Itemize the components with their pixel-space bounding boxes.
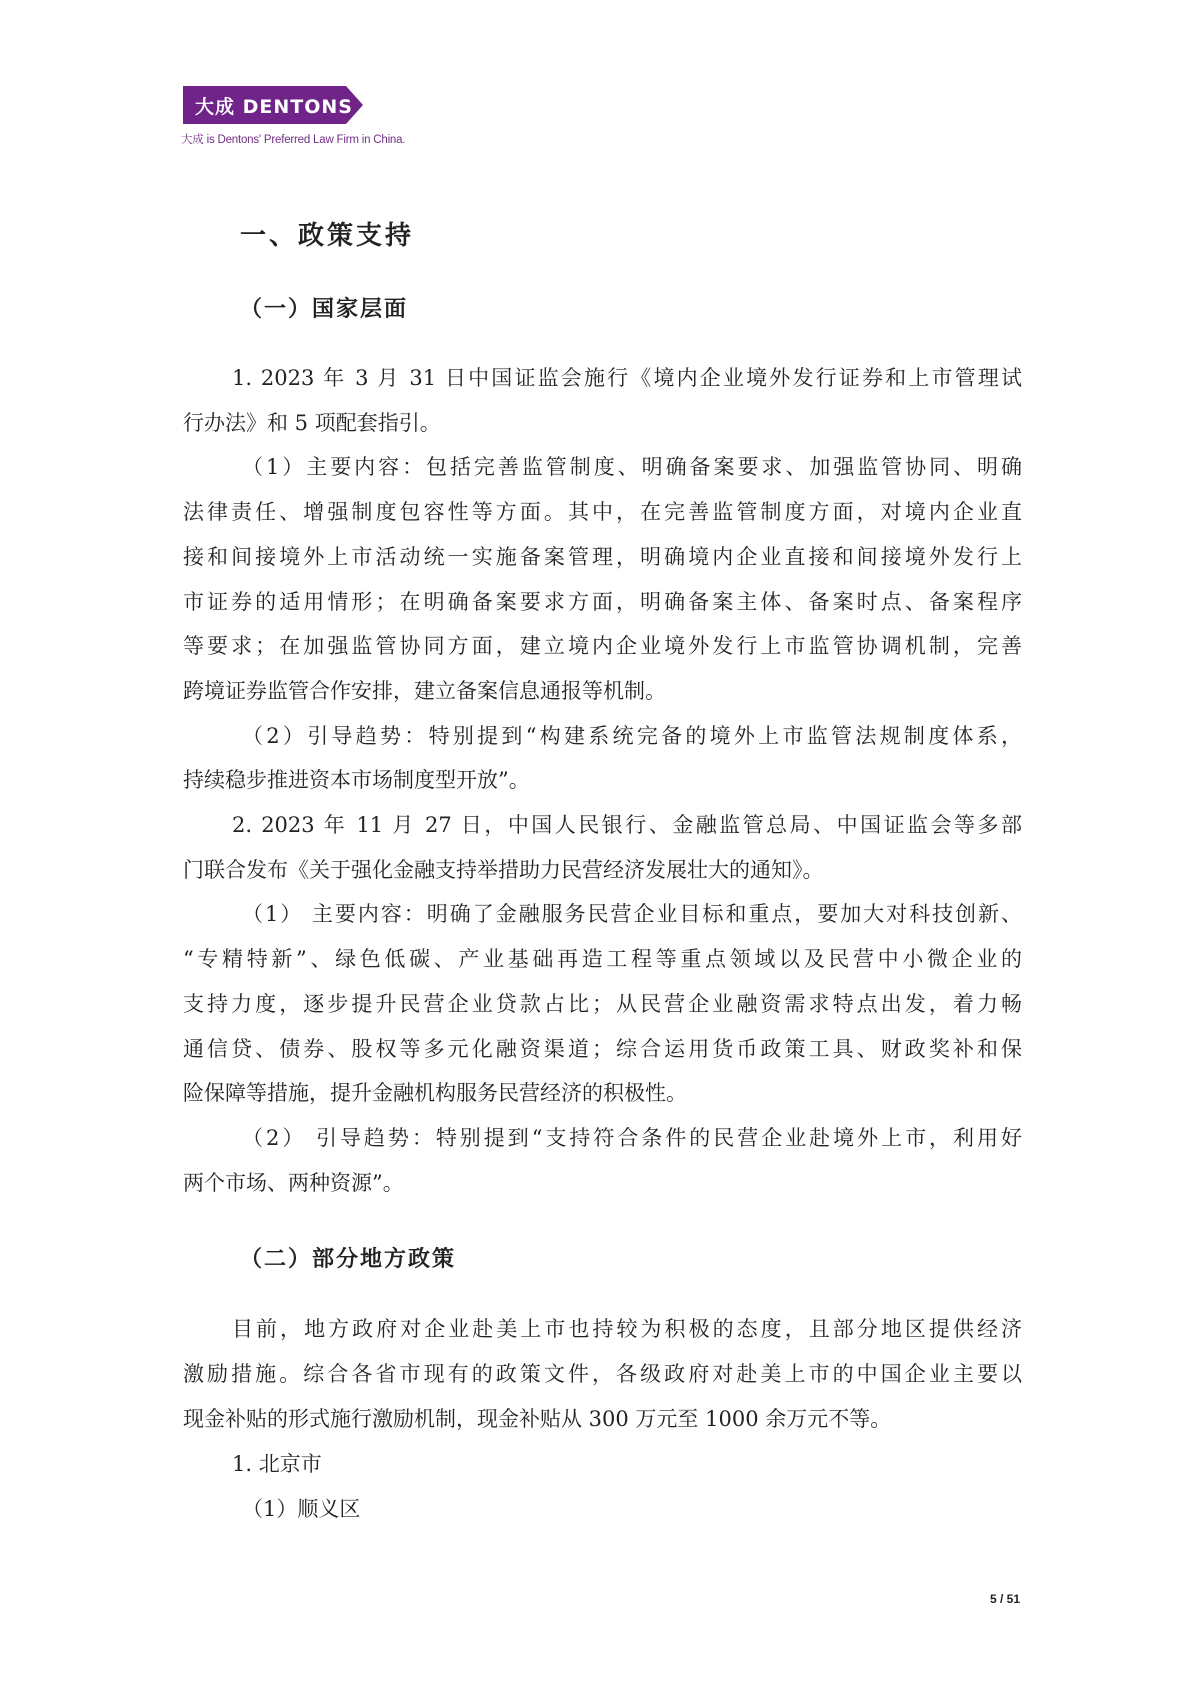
section-title: 一、政策支持: [240, 221, 415, 251]
text-line: 支持力度，逐步提升民营企业贷款占比；从民营企业融资需求特点出发，着力畅: [183, 991, 1022, 1016]
dentons-logo: [183, 86, 363, 124]
text-line: （1）顺义区: [242, 1497, 361, 1521]
text-line: 等要求；在加强监管协同方面，建立境内企业境外发行上市监管协调机制，完善: [183, 634, 1022, 659]
text-line: 目前，地方政府对企业赴美上市也持较为积极的态度，且部分地区提供经济: [232, 1317, 1022, 1341]
text-line: 跨境证券监管合作安排，建立备案信息通报等机制。: [183, 678, 666, 703]
text-line: 市证券的适用情形；在明确备案要求方面，明确备案主体、备案时点、备案程序: [183, 589, 1022, 614]
text-line: 接和间接境外上市活动统一实施备案管理，明确境内企业直接和间接境外发行上: [183, 544, 1022, 569]
text-line: 1. 北京市: [232, 1452, 322, 1476]
text-line: 现金补贴的形式施行激励机制，现金补贴从 300 万元至 1000 余万元不等。: [183, 1407, 892, 1431]
text-line: 法律责任、增强制度包容性等方面。其中，在完善监管制度方面，对境内企业直: [183, 500, 1022, 525]
text-line: 通信贷、债券、股权等多元化融资渠道；综合运用货币政策工具、财政奖补和保: [183, 1036, 1022, 1061]
subsection-title-local: （二）部分地方政策: [240, 1246, 457, 1272]
text-line: 门联合发布《关于强化金融支持举措助力民营经济发展壮大的通知》。: [183, 857, 824, 882]
text-line: 1. 2023 年 3 月 31 日中国证监会施行《境内企业境外发行证券和上市管理试: [232, 366, 1022, 390]
text-line: （1）主要内容：包括完善监管制度、明确备案要求、加强监管协同、明确: [242, 455, 1022, 480]
text-line: 险保障等措施，提升金融机构服务民营经济的积极性。: [183, 1081, 687, 1106]
logo-text: 大成 DENTONS: [195, 96, 353, 118]
text-line: 激励措施。综合各省市现有的政策文件，各级政府对赴美上市的中国企业主要以: [183, 1362, 1022, 1386]
text-line: 2. 2023 年 11 月 27 日，中国人民银行、金融监管总局、中国证监会等多部: [232, 813, 1022, 837]
text-line: （1） 主要内容：明确了金融服务民营企业目标和重点，要加大对科技创新、: [242, 902, 1022, 927]
subsection-title-national: （一）国家层面: [240, 296, 409, 322]
text-line: “专精特新”、绿色低碳、产业基础再造工程等重点领域以及民营中小微企业的: [183, 947, 1022, 972]
text-line: 持续稳步推进资本市场制度型开放”。: [183, 768, 530, 793]
text-line: 行办法》和 5 项配套指引。: [183, 410, 441, 435]
text-line: 两个市场、两种资源”。: [183, 1170, 404, 1195]
page-number: 5 / 51: [990, 1592, 1021, 1606]
text-line: （2）引导趋势：特别提到“构建系统完备的境外上市监管法规制度体系，: [242, 723, 1022, 748]
text-line: （2） 引导趋势：特别提到“支持符合条件的民营企业赴境外上市，利用好: [242, 1125, 1022, 1150]
logo-tagline: 大成 is Dentons' Preferred Law Firm in China.: [181, 134, 406, 146]
